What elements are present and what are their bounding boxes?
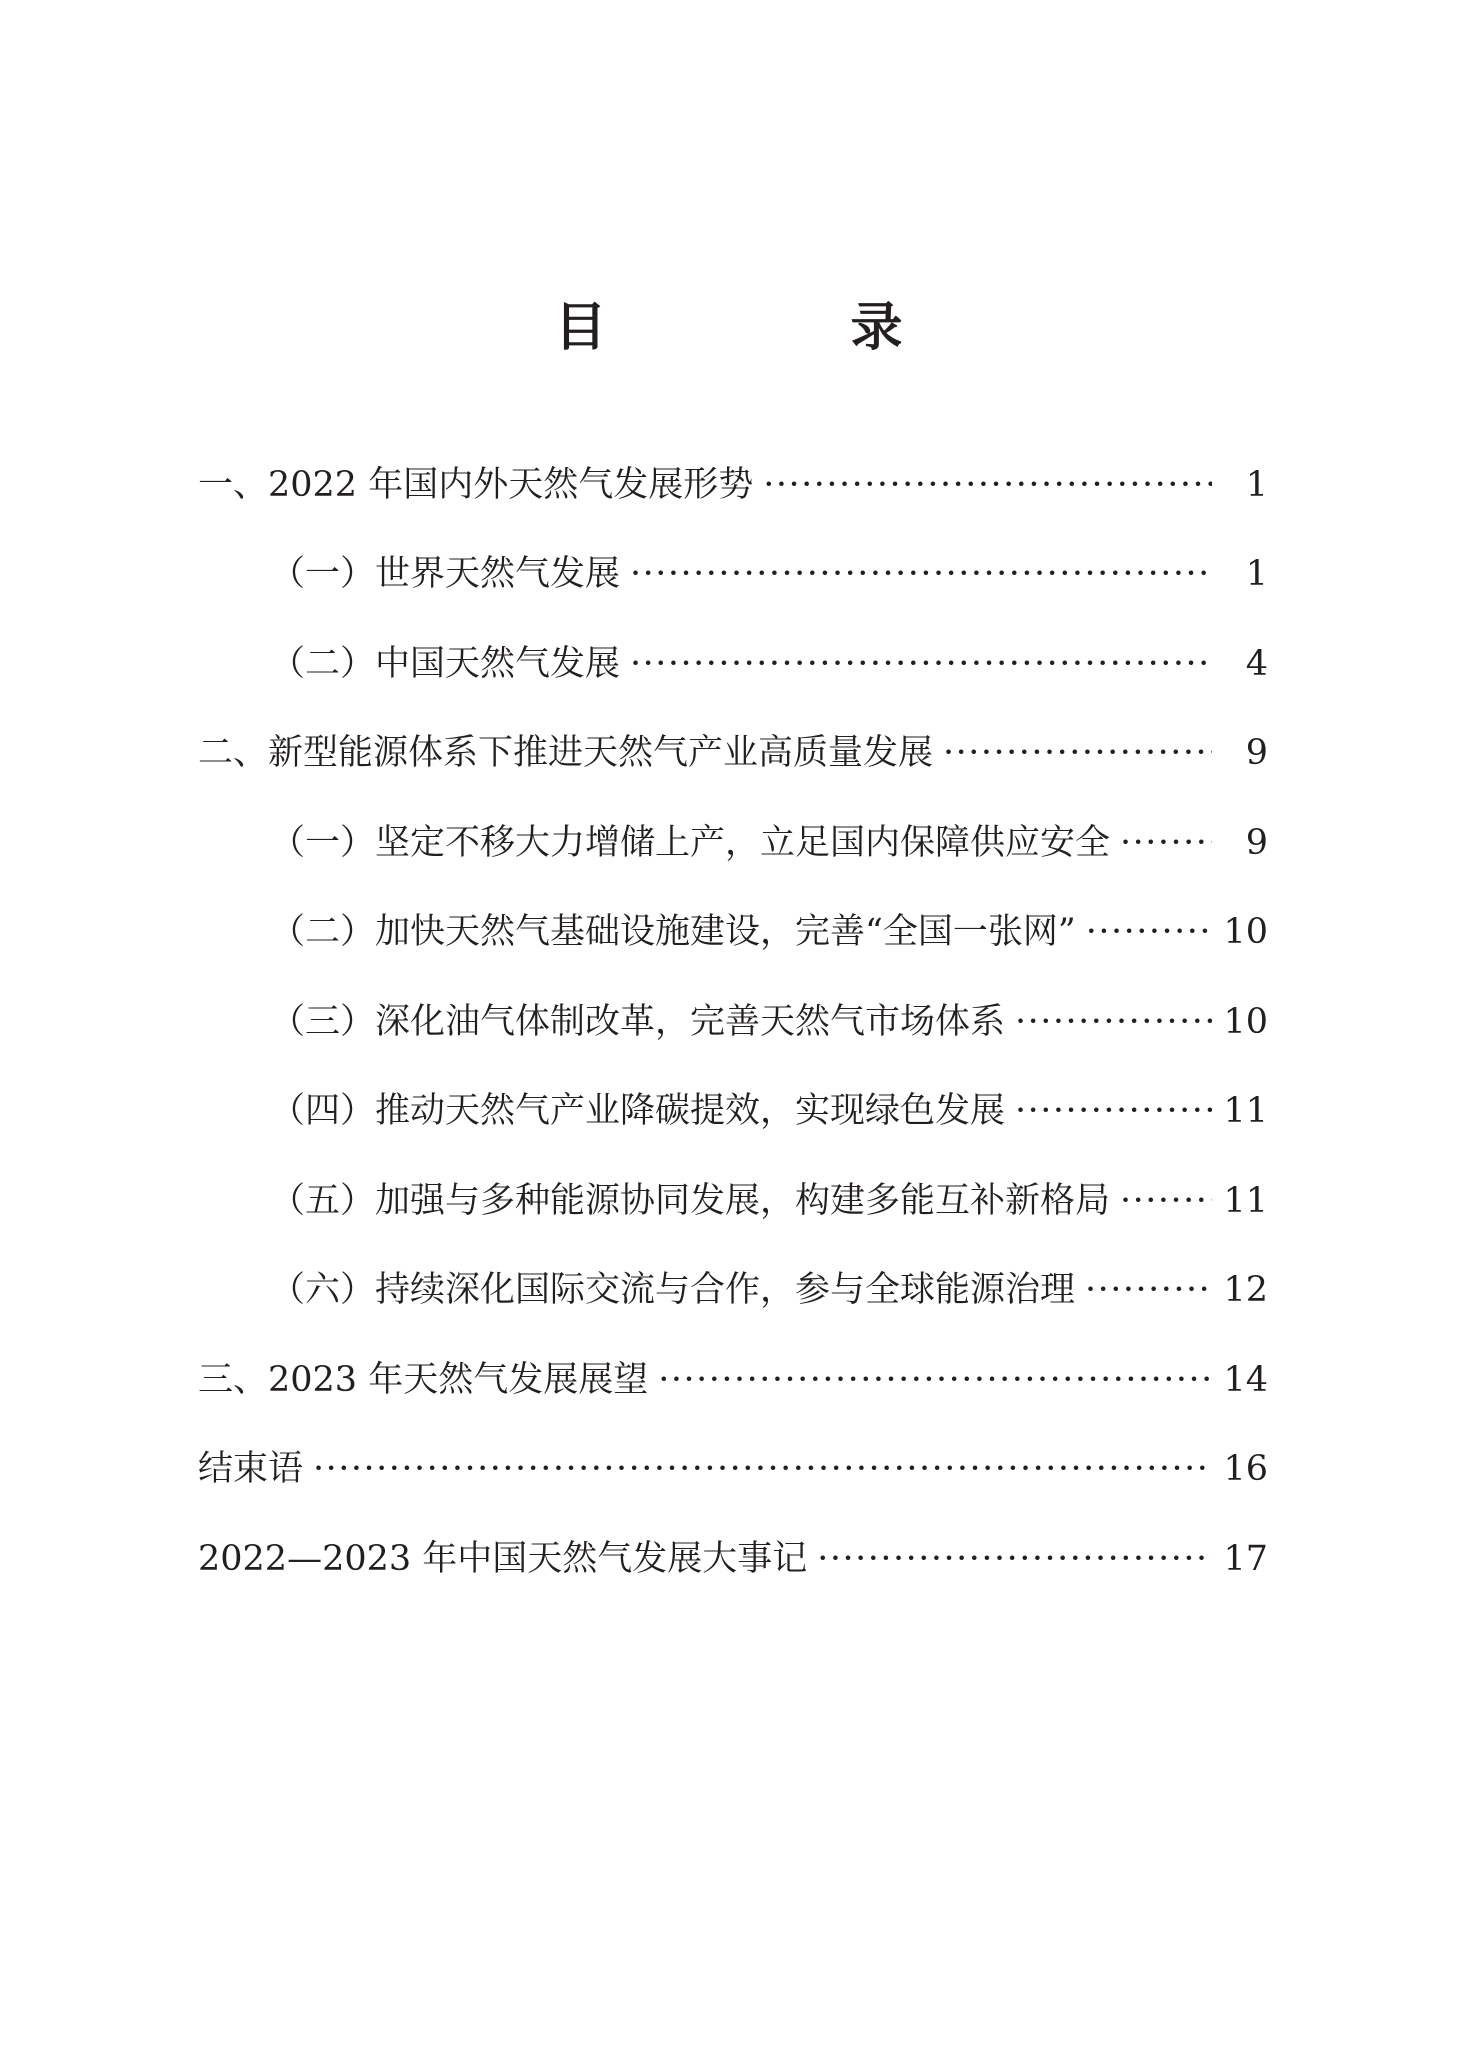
toc-entry-title: （四）推动天然气产业降碳提效，实现绿色发展 [270,1091,1006,1132]
toc-entry-1-2[interactable] [198,619,1268,709]
toc-entry-2-1[interactable] [198,798,1268,888]
toc-leader-dots [630,552,1212,596]
toc-entry-title: 三、2023 年天然气发展展望 [198,1359,649,1400]
toc-entry-title: （二）加快天然气基础设施建设，完善“全国一张网” [270,912,1076,953]
toc-entry-2-2[interactable] [198,888,1268,978]
toc-leader-dots [817,1537,1212,1581]
toc-entry-2-3[interactable] [198,977,1268,1067]
toc-leader-dots [763,463,1212,507]
toc-page-number: 12 [1223,1270,1268,1311]
toc-leader-dots [313,1447,1212,1491]
toc-leader-dots [1086,910,1212,954]
toc-leader-dots [1085,1268,1212,1312]
toc-entry-2-6[interactable] [198,1246,1268,1336]
toc-page-number: 1 [1245,464,1268,505]
toc-page-number: 4 [1245,643,1268,684]
toc-page-number: 16 [1223,1449,1268,1490]
toc-leader-dots [1120,821,1212,865]
toc-entry-title: （一）坚定不移大力增储上产，立足国内保障供应安全 [270,822,1111,863]
toc-page-number: 9 [1245,733,1268,774]
toc-page-number: 10 [1223,912,1268,953]
table-of-contents [198,440,1268,1604]
toc-entry-title: （二）中国天然气发展 [270,643,621,684]
toc-page-number: 17 [1223,1538,1268,1579]
toc-leader-dots [943,731,1212,775]
toc-page-number: 10 [1223,1001,1268,1042]
toc-entry-chronicle[interactable] [198,1514,1268,1604]
toc-leader-dots [1015,1089,1212,1133]
toc-page-number: 1 [1245,554,1268,595]
toc-entry-conclusion[interactable] [198,1425,1268,1515]
toc-entry-title: 二、新型能源体系下推进天然气产业高质量发展 [198,733,934,774]
toc-entry-2[interactable] [198,709,1268,799]
toc-leader-dots [630,642,1212,686]
toc-leader-dots [658,1358,1212,1402]
toc-entry-1-1[interactable] [198,530,1268,620]
toc-entry-title: 结束语 [198,1449,304,1490]
toc-entry-title: （六）持续深化国际交流与合作，参与全球能源治理 [270,1270,1076,1311]
toc-entry-title: （五）加强与多种能源协同发展，构建多能互补新格局 [270,1180,1111,1221]
toc-entry-title: （三）深化油气体制改革，完善天然气市场体系 [270,1001,1006,1042]
toc-page-number: 14 [1223,1359,1268,1400]
toc-entry-title: （一）世界天然气发展 [270,554,621,595]
toc-page-number: 9 [1245,822,1268,863]
toc-page-number: 11 [1223,1180,1268,1221]
toc-page-number: 11 [1223,1091,1268,1132]
toc-leader-dots [1015,1000,1212,1044]
toc-entry-1[interactable] [198,440,1268,530]
toc-entry-2-5[interactable] [198,1156,1268,1246]
toc-entry-title: 一、2022 年国内外天然气发展形势 [198,464,754,505]
toc-entry-title: 2022—2023 年中国天然气发展大事记 [198,1538,808,1579]
toc-entry-2-4[interactable] [198,1067,1268,1157]
toc-leader-dots [1120,1179,1212,1223]
page-title: 目 录 [554,298,999,358]
toc-entry-3[interactable] [198,1335,1268,1425]
